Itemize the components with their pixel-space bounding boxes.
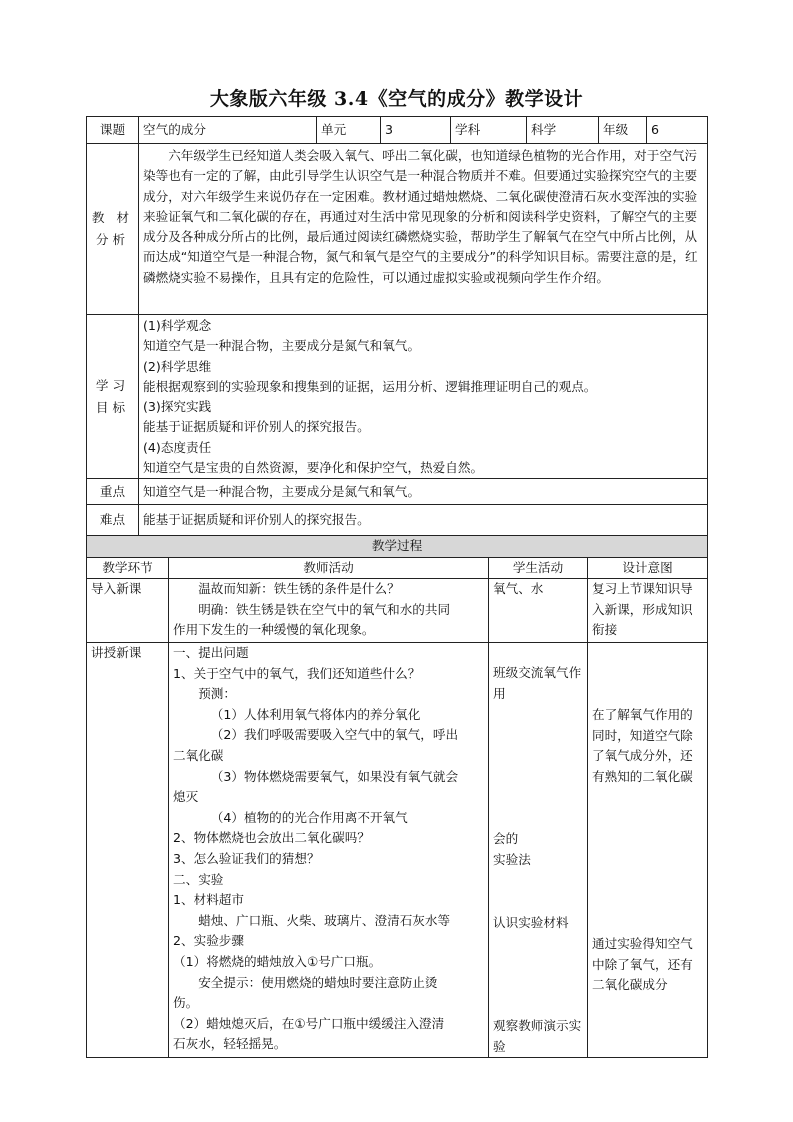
intro-stage: 导入新课 [87,579,169,643]
intent-experiment: 通过实验得知空气中除了氧气，还有二氧化碳成分 [592,936,693,993]
teacher-line: （2）我们呼吸需要吸入空气中的氧气，呼出 [210,727,459,743]
difficulty-label: 难点 [87,505,139,536]
teacher-line: 一、提出问题 [173,645,249,660]
intro-student: 氧气、水 [489,579,588,643]
process-header: 教学过程 [87,536,708,558]
teacher-line: 2、实验步骤 [173,933,244,949]
process-table [86,535,708,1058]
student-observe: 观察教师演示实验 [493,1018,582,1054]
unit-label: 单元 [317,117,381,144]
teacher-line: 明确：铁生锈是铁在空气中的氧气和水的共同 [198,601,451,617]
teacher-line: （1）将燃烧的蜡烛放入①号广口瓶。 [173,953,382,969]
teacher-line: 蜡烛、广口瓶、火柴、玻璃片、澄清石灰水等 [198,912,451,928]
teacher-line: 伤。 [173,995,199,1011]
teacher-line: 预测： [198,686,236,702]
column-teacher: 教师活动 [169,558,489,579]
goals-label-1: 学习 [95,377,130,393]
key-point-label: 重点 [87,479,139,505]
student-exchange: 班级交流氧气作用 [493,665,582,701]
subject-label: 学科 [451,117,527,144]
difficulty-text: 能基于证据质疑和评价别人的探究报告。 [139,505,708,536]
new-intent [588,643,708,1058]
topic-value: 空气的成分 [139,117,317,144]
page-title: 大象版六年级 3.4《空气的成分》教学设计 [209,88,584,110]
intro-intent: 复习上节课知识导入新课，形成知识衔接 [588,579,708,643]
teacher-line: （4）植物的的光合作用离不开氧气 [210,809,408,825]
new-teacher [169,643,489,1058]
teacher-line: 2、物体燃烧也会放出二氧化碳吗？ [173,830,370,846]
goal-line: (2)科学思维 [143,358,212,374]
goal-line: (1)科学观念 [143,318,212,333]
analysis-label-1: 教 材 [91,210,134,225]
column-student: 学生活动 [489,558,588,579]
teacher-line: 温故而知新：铁生锈的条件是什么？ [198,581,400,596]
goals-list [139,315,708,479]
teacher-line: 3、怎么验证我们的猜想？ [173,850,320,866]
new-stage: 讲授新课 [87,643,169,1058]
goal-line: (4)态度责任 [143,439,212,455]
teacher-line: （1）人体利用氧气将体内的养分氧化 [210,706,421,722]
teacher-line: 二、实验 [173,871,224,887]
student-materials: 认识实验材料 [493,915,569,930]
goal-line: 能根据观察到的实验现象和搜集到的证据，运用分析、逻辑推理证明自己的观点。 [143,378,597,394]
goal-line: 知道空气是宝贵的自然资源，要净化和保护空气，热爱自然。 [143,460,484,476]
goal-line: 能基于证据质疑和评价别人的探究报告。 [143,419,370,435]
intro-teacher [169,579,489,643]
grade-value: 6 [647,117,708,144]
teacher-line: （3）物体燃烧需要氧气，如果没有氧气就会 [210,768,459,784]
grade-label: 年级 [599,117,647,144]
unit-value: 3 [381,117,451,144]
column-stage: 教学环节 [87,558,169,579]
key-point-text: 知道空气是一种混合物，主要成分是氮气和氧气。 [139,479,708,505]
topic-label: 课题 [87,117,139,144]
teacher-line: 二氧化碳 [173,747,224,763]
analysis-label-2: 分析 [95,232,130,247]
analysis-label [87,144,139,315]
intent-oxygen: 在了解氧气作用的同时，知道空气除了氧气成分外，还有熟知的二氧化碳 [592,707,693,784]
teacher-line: 作用下发生的一种缓慢的氧化现象。 [173,622,375,638]
teacher-line: 安全提示：使用燃烧的蜡烛时要注意防止烫 [198,974,438,990]
teacher-line: （2）蜡烛熄灭后，在①号广口瓶中缓缓注入澄清 [173,1015,445,1031]
goals-label-2: 目标 [95,399,130,415]
student-method: 实验法 [493,852,531,867]
teacher-line: 石灰水，轻轻摇晃。 [173,1036,287,1052]
goal-line: 知道空气是一种混合物，主要成分是氮气和氧气。 [143,338,421,354]
teacher-line: 1、材料超市 [173,892,244,908]
new-student [489,643,588,1058]
goals-label [87,315,139,479]
student-answer: 会的 [493,831,519,846]
goal-line: (3)探究实践 [143,399,212,415]
analysis-text: 六年级学生已经知道人类会吸入氧气、呼出二氧化碳，也知道绿色植物的光合作用，对于空气污染等也有一定的了解，由此引导学生认识空气是一种混合物质并不难。但要通过实验探究空气的主要成分，对六年级学生来说仍存在一定困难。教材通过蜡烛燃烧、二氧化碳使澄清石灰水变浑浊的实验来验证氧气和二氧化碳的存在，再通过对生活中常见现象的分析和阅读科学史资料，了解空气的主要成分及各种成分所占的比例，最后通过阅读红磷燃烧实验，帮助学生了解氧气在空气中所占比例，从而达成“知道空气是一种混合物，氮气和氧气是空气的主要成分”的科学知识目标。需要注意的是，红磷燃烧实验不易操作，且具有定的危险性，可以通过虚拟实验或视频向学生作介绍。 [139,144,708,315]
info-table [86,116,708,536]
column-intent: 设计意图 [588,558,708,579]
teacher-line: 1、关于空气中的氧气，我们还知道些什么？ [173,665,421,681]
subject-value: 科学 [527,117,599,144]
teacher-line: 熄灭 [173,789,199,805]
